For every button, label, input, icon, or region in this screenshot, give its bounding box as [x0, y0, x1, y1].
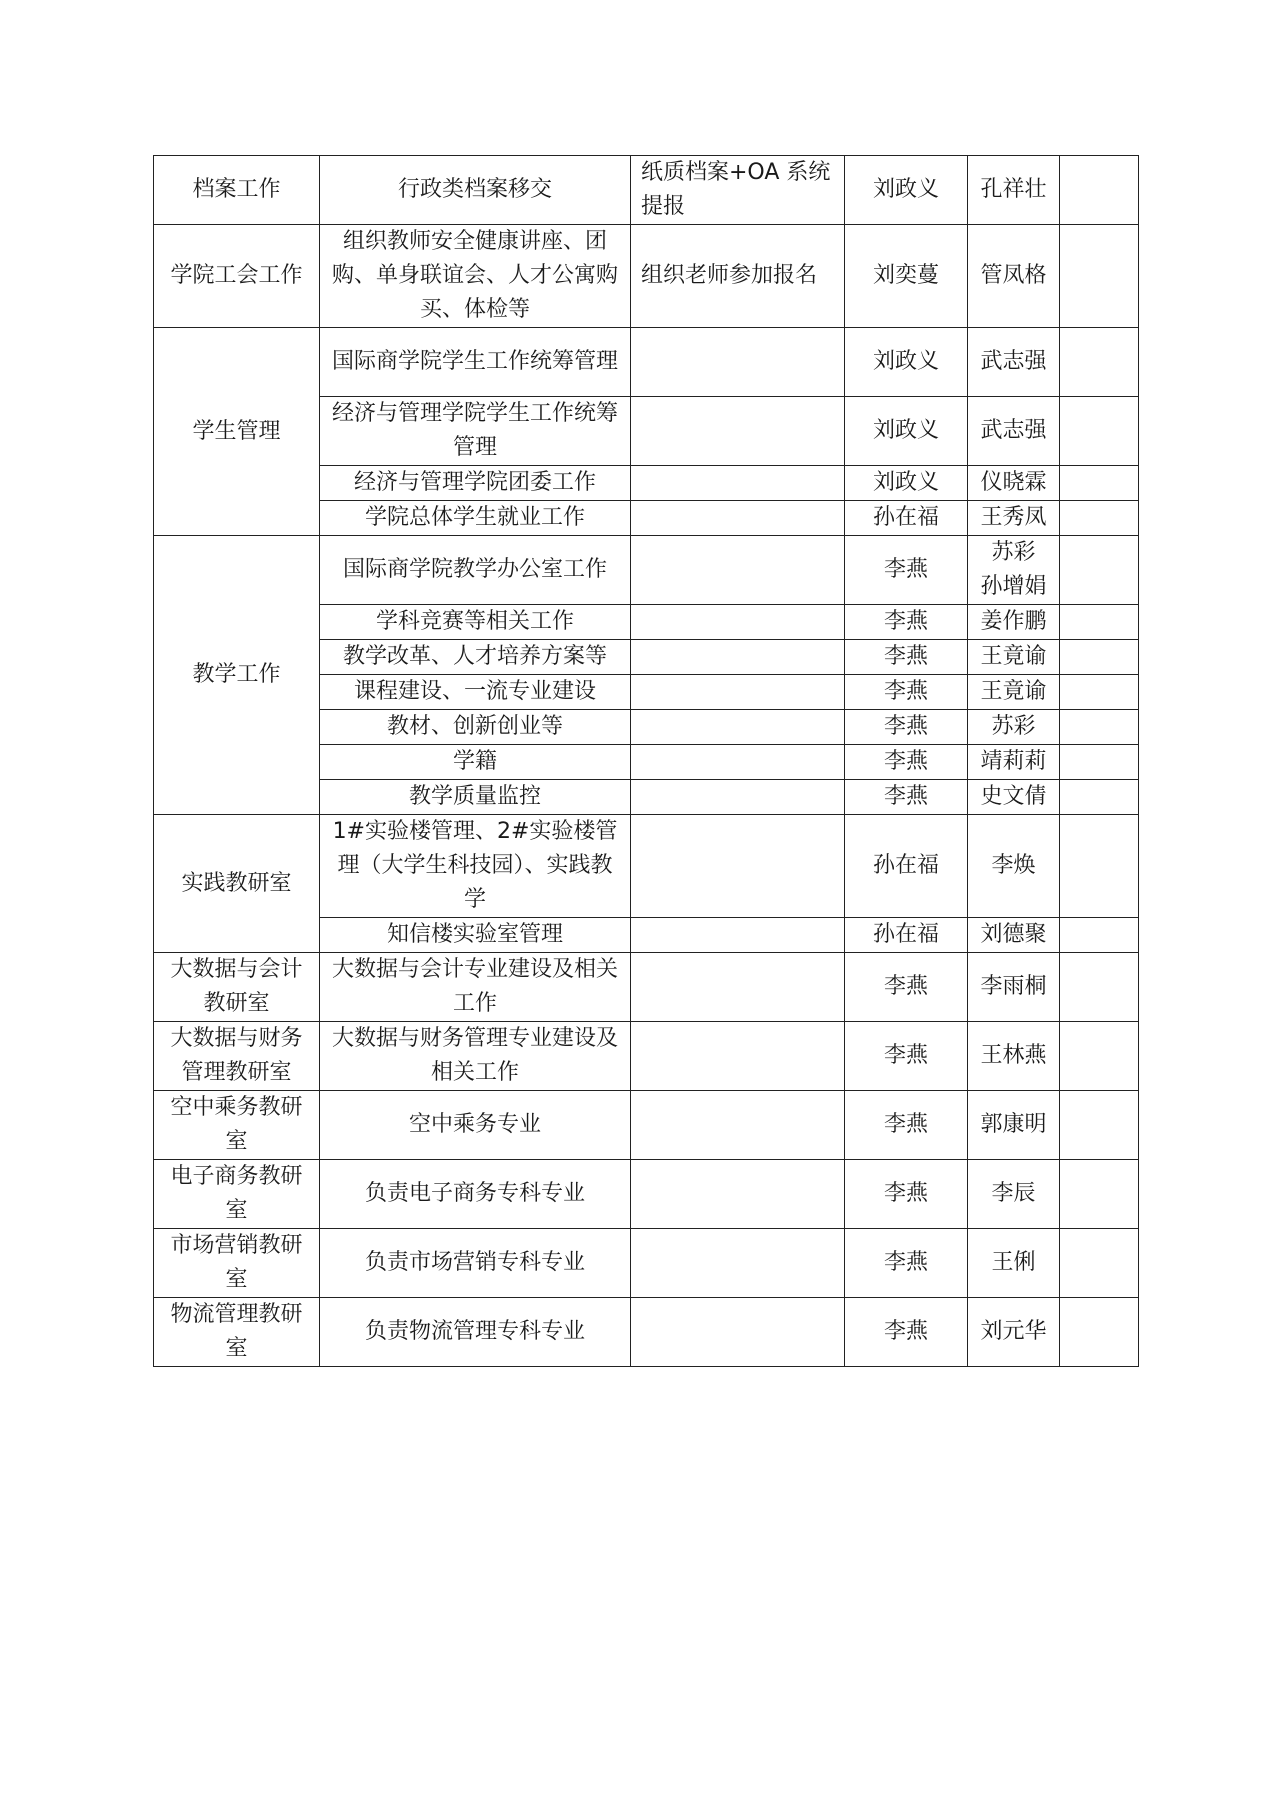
leader-cell: 刘政义	[845, 328, 968, 397]
note-cell	[1060, 1091, 1139, 1160]
method-cell	[631, 953, 845, 1022]
leader-cell: 刘政义	[845, 156, 968, 225]
table-row	[154, 156, 1139, 225]
person-cell: 李辰	[968, 1160, 1060, 1229]
task-cell: 负责电子商务专科专业	[320, 1160, 631, 1229]
person-cell: 王林燕	[968, 1022, 1060, 1091]
note-cell	[1060, 328, 1139, 397]
note-cell	[1060, 536, 1139, 605]
person-cell: 王竟谕	[968, 640, 1060, 675]
method-cell	[631, 815, 845, 918]
person-cell: 史文倩	[968, 780, 1060, 815]
method-cell	[631, 536, 845, 605]
category-cell: 学生管理	[154, 328, 320, 536]
method-cell	[631, 501, 845, 536]
task-cell: 教材、创新创业等	[320, 710, 631, 745]
person-cell: 王竟谕	[968, 675, 1060, 710]
task-cell: 大数据与会计专业建设及相关工作	[320, 953, 631, 1022]
category-cell: 物流管理教研室	[154, 1298, 320, 1367]
note-cell	[1060, 156, 1139, 225]
method-cell	[631, 675, 845, 710]
method-cell	[631, 1022, 845, 1091]
method-cell	[631, 397, 845, 466]
person-cell: 刘德聚	[968, 918, 1060, 953]
task-cell: 负责市场营销专科专业	[320, 1229, 631, 1298]
person-cell: 王俐	[968, 1229, 1060, 1298]
note-cell	[1060, 1229, 1139, 1298]
leader-cell: 刘政义	[845, 466, 968, 501]
method-cell	[631, 328, 845, 397]
method-cell	[631, 640, 845, 675]
person-cell: 武志强	[968, 328, 1060, 397]
method-cell: 组织老师参加报名	[631, 225, 845, 328]
person-cell: 王秀凤	[968, 501, 1060, 536]
category-cell: 电子商务教研室	[154, 1160, 320, 1229]
task-cell: 学科竞赛等相关工作	[320, 605, 631, 640]
note-cell	[1060, 675, 1139, 710]
category-cell: 实践教研室	[154, 815, 320, 953]
note-cell	[1060, 397, 1139, 466]
task-cell: 组织教师安全健康讲座、团购、单身联谊会、人才公寓购买、体检等	[320, 225, 631, 328]
person-cell: 郭康明	[968, 1091, 1060, 1160]
person-cell: 仪晓霖	[968, 466, 1060, 501]
task-cell: 大数据与财务管理专业建设及相关工作	[320, 1022, 631, 1091]
task-cell: 空中乘务专业	[320, 1091, 631, 1160]
category-cell: 大数据与财务管理教研室	[154, 1022, 320, 1091]
note-cell	[1060, 745, 1139, 780]
category-cell: 空中乘务教研室	[154, 1091, 320, 1160]
person-cell: 武志强	[968, 397, 1060, 466]
leader-cell: 李燕	[845, 745, 968, 780]
note-cell	[1060, 953, 1139, 1022]
note-cell	[1060, 605, 1139, 640]
person-cell: 姜作鹏	[968, 605, 1060, 640]
person-cell: 李雨桐	[968, 953, 1060, 1022]
leader-cell: 李燕	[845, 1022, 968, 1091]
leader-cell: 李燕	[845, 953, 968, 1022]
method-cell	[631, 605, 845, 640]
table-row	[154, 1229, 1139, 1298]
leader-cell: 李燕	[845, 1229, 968, 1298]
leader-cell: 孙在福	[845, 918, 968, 953]
note-cell	[1060, 1298, 1139, 1367]
leader-cell: 李燕	[845, 1160, 968, 1229]
task-cell: 国际商学院学生工作统筹管理	[320, 328, 631, 397]
leader-cell: 孙在福	[845, 501, 968, 536]
method-cell	[631, 1298, 845, 1367]
task-cell: 行政类档案移交	[320, 156, 631, 225]
note-cell	[1060, 225, 1139, 328]
note-cell	[1060, 640, 1139, 675]
table-row	[154, 328, 1139, 397]
method-cell	[631, 745, 845, 780]
note-cell	[1060, 710, 1139, 745]
person-cell: 李焕	[968, 815, 1060, 918]
category-cell: 档案工作	[154, 156, 320, 225]
category-cell: 市场营销教研室	[154, 1229, 320, 1298]
note-cell	[1060, 1022, 1139, 1091]
leader-cell: 李燕	[845, 605, 968, 640]
method-cell	[631, 466, 845, 501]
task-cell: 国际商学院教学办公室工作	[320, 536, 631, 605]
method-cell	[631, 918, 845, 953]
work-assignment-table	[153, 155, 1139, 1367]
note-cell	[1060, 1160, 1139, 1229]
category-cell: 学院工会工作	[154, 225, 320, 328]
table-row	[154, 953, 1139, 1022]
table-row	[154, 815, 1139, 918]
task-cell: 教学改革、人才培养方案等	[320, 640, 631, 675]
leader-cell: 李燕	[845, 536, 968, 605]
leader-cell: 李燕	[845, 1091, 968, 1160]
table-row	[154, 536, 1139, 605]
note-cell	[1060, 815, 1139, 918]
table-row	[154, 1298, 1139, 1367]
task-cell: 知信楼实验室管理	[320, 918, 631, 953]
table-row	[154, 1022, 1139, 1091]
task-cell: 经济与管理学院团委工作	[320, 466, 631, 501]
person-cell: 苏彩	[968, 710, 1060, 745]
leader-cell: 刘政义	[845, 397, 968, 466]
person-cell: 管凤格	[968, 225, 1060, 328]
task-cell: 学籍	[320, 745, 631, 780]
leader-cell: 李燕	[845, 780, 968, 815]
person-cell: 苏彩 孙增娟	[968, 536, 1060, 605]
leader-cell: 李燕	[845, 710, 968, 745]
method-cell	[631, 1091, 845, 1160]
note-cell	[1060, 466, 1139, 501]
table-row	[154, 1091, 1139, 1160]
method-cell	[631, 1160, 845, 1229]
task-cell: 课程建设、一流专业建设	[320, 675, 631, 710]
note-cell	[1060, 501, 1139, 536]
method-cell	[631, 710, 845, 745]
category-cell: 教学工作	[154, 536, 320, 815]
person-cell: 孔祥壮	[968, 156, 1060, 225]
method-cell	[631, 780, 845, 815]
leader-cell: 刘奕蔓	[845, 225, 968, 328]
task-cell: 1#实验楼管理、2#实验楼管理（大学生科技园）、实践教学	[320, 815, 631, 918]
task-cell: 学院总体学生就业工作	[320, 501, 631, 536]
task-cell: 教学质量监控	[320, 780, 631, 815]
person-cell: 靖莉莉	[968, 745, 1060, 780]
note-cell	[1060, 918, 1139, 953]
method-cell: 纸质档案+OA 系统提报	[631, 156, 845, 225]
task-cell: 经济与管理学院学生工作统筹管理	[320, 397, 631, 466]
task-cell: 负责物流管理专科专业	[320, 1298, 631, 1367]
note-cell	[1060, 780, 1139, 815]
table-row	[154, 225, 1139, 328]
category-cell: 大数据与会计教研室	[154, 953, 320, 1022]
table-row	[154, 1160, 1139, 1229]
leader-cell: 孙在福	[845, 815, 968, 918]
leader-cell: 李燕	[845, 675, 968, 710]
leader-cell: 李燕	[845, 1298, 968, 1367]
person-cell: 刘元华	[968, 1298, 1060, 1367]
method-cell	[631, 1229, 845, 1298]
leader-cell: 李燕	[845, 640, 968, 675]
